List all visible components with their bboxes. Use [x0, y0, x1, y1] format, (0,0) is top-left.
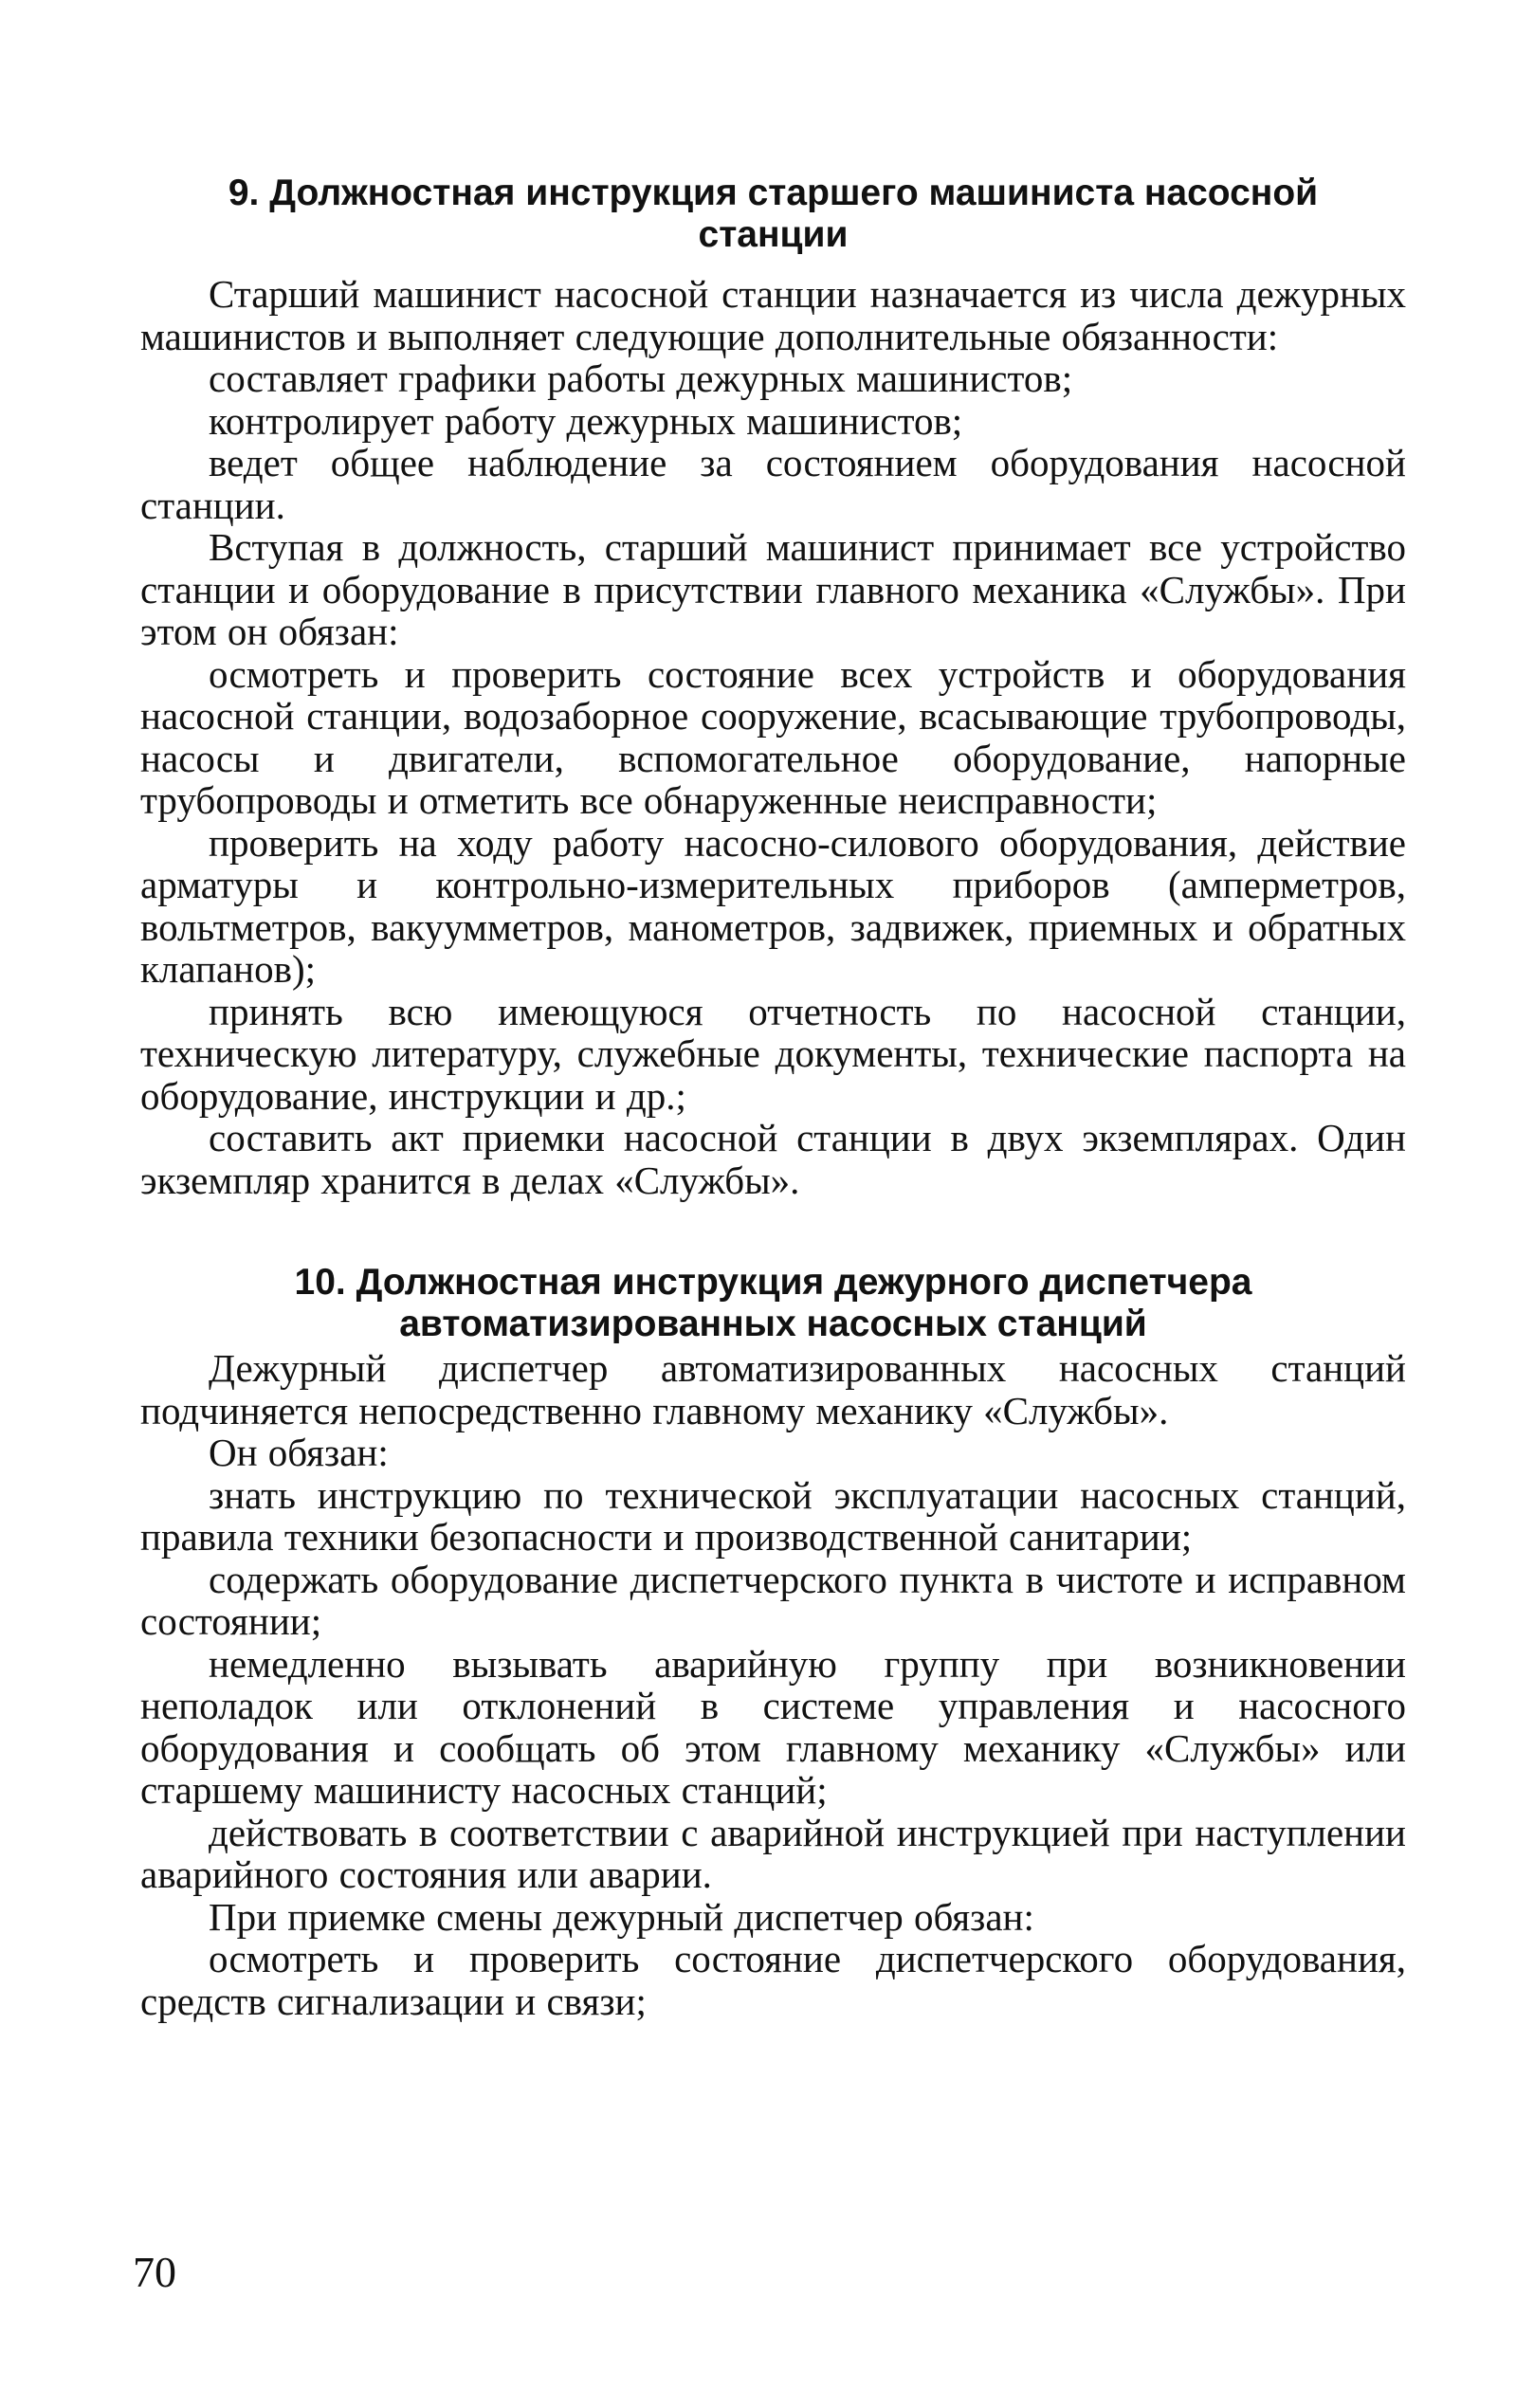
- section-9-paragraph: принять всю имеющуюся отчетность по насосной станции, техническую литературу, служебные документы, технические паспорта на оборудование, инструкции и др.;: [140, 989, 1406, 1118]
- section-10-paragraph: Он обязан:: [209, 1431, 389, 1474]
- section-10-paragraph: осмотреть и проверить состояние диспетчерского оборудования, средств сигнализации и связи;: [140, 1937, 1406, 2023]
- section-9-paragraph: осмотреть и проверить состояние всех устройств и оборудования насосной станции, водозаборное сооружение, всасывающие трубопроводы, насосы и двигатели, вспомогательное оборудование, напорные трубопроводы и отметить все обнаруженные неисправности;: [140, 651, 1406, 822]
- section-10-paragraph: При приемке смены дежурный диспетчер обязан:: [209, 1894, 1034, 1939]
- section-9-title: 9. Должностная инструкция старшего машиниста насосной станции: [228, 173, 1319, 255]
- section-9-paragraph: составить акт приемки насосной станции в двух экземплярах. Один экземпляр хранится в делах «Службы».: [140, 1116, 1406, 1202]
- section-9-paragraph: ведет общее наблюдение за состоянием оборудования насосной станции.: [140, 441, 1406, 527]
- section-9-paragraph: Старший машинист насосной станции назначается из числа дежурных машинистов и выполняет следующие дополнительные обязанности:: [140, 272, 1406, 358]
- section-9-paragraph: контролирует работу дежурных машинистов;: [209, 398, 963, 443]
- section-10-paragraph: немедленно вызывать аварийную группу при возникновении неполадок или отклонений в системе управления и насосного оборудования и сообщать об этом главному механику «Службы» или старшему машинисту насосных станций;: [140, 1641, 1406, 1812]
- section-9-paragraph: проверить на ходу работу насосно-силового оборудования, действие арматуры и контрольно-измерительных приборов (амперметров, вольтметров, вакуумметров, манометров, задвижек, приемных и обратных клапанов);: [140, 820, 1406, 991]
- section-10-paragraph: Дежурный диспетчер автоматизированных насосных станций подчиняется непосредственно главному механику «Службы».: [140, 1346, 1406, 1432]
- section-10-paragraph: знать инструкцию по технической эксплуатации насосных станций, правила техники безопасности и производственной санитарии;: [140, 1472, 1406, 1559]
- page-content: [140, 161, 1406, 2022]
- section-10-title: 10. Должностная инструкция дежурного диспетчера автоматизированных насосных станций: [294, 1262, 1252, 1344]
- section-9-paragraph: Вступая в должность, старший машинист принимает все устройство станции и оборудование в присутствии главного механика «Службы». При этом он обязан:: [140, 525, 1406, 653]
- section-10-paragraph: действовать в соответствии с аварийной инструкцией при наступлении аварийного состояния или аварии.: [140, 1810, 1406, 1896]
- section-9-paragraph: составляет графики работы дежурных машинистов;: [209, 356, 1073, 400]
- page-number: 70: [133, 2248, 176, 2296]
- section-10-paragraph: содержать оборудование диспетчерского пункта в чистоте и исправном состоянии;: [140, 1557, 1406, 1643]
